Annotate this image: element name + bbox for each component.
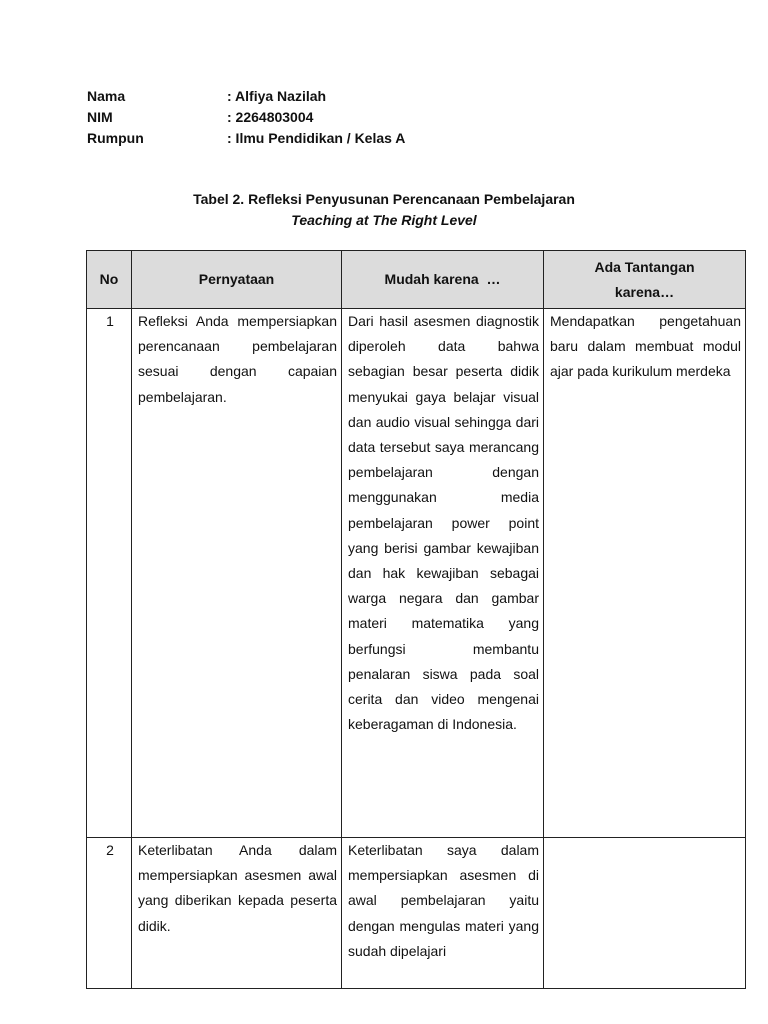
header-pernyataan: Pernyataan <box>132 251 342 309</box>
row-tantangan <box>544 838 746 989</box>
identity-block <box>87 88 405 151</box>
table-title: Tabel 2. Refleksi Penyusunan Perencanaan Pembelajaran <box>193 191 575 207</box>
nama-value: : Alfiya Nazilah <box>227 88 327 104</box>
table-header-row <box>87 251 746 309</box>
table-row <box>87 309 746 838</box>
header-tantangan <box>544 251 746 309</box>
reflection-table <box>86 250 746 989</box>
rumpun-label: Rumpun <box>87 130 144 146</box>
row-mudah <box>342 838 544 989</box>
row-tantangan <box>544 309 746 838</box>
header-no: No <box>87 251 132 309</box>
row-pernyataan-text: Keterlibatan Anda dalam mempersiapkan asesmen awal yang diberikan kepada peserta didik. <box>138 842 337 934</box>
identity-row-nama <box>87 88 405 109</box>
row-mudah-text: Keterlibatan saya dalam mempersiapkan asesmen di awal pembelajaran yaitu dengan mengulas materi yang sudah dipelajari <box>348 842 539 959</box>
header-mudah: Mudah karena … <box>342 251 544 309</box>
row-mudah <box>342 309 544 838</box>
nama-label: Nama <box>87 88 126 104</box>
row-pernyataan <box>132 838 342 989</box>
identity-row-rumpun <box>87 130 405 151</box>
row-tantangan-text: Mendapatkan pengetahuan baru dalam membuat modul ajar pada kurikulum merdeka <box>550 313 741 380</box>
row-mudah-text: Dari hasil asesmen diagnostik diperoleh data bahwa sebagian besar peserta didik menyukai gaya belajar visual dan audio visual sehingga dari data tersebut saya merancang pembelajaran dengan menggunakan media pembelajaran power point yang berisi gambar kewajiban dan hak kewajiban sebagai warga negara dan gambar materi matematika yang berfungsi membantu penalaran siswa pada soal cerita dan video mengenai keberagaman di Indonesia. <box>348 313 539 733</box>
row-no <box>87 309 132 838</box>
row-no-text: 1 <box>106 313 114 329</box>
rumpun-value: : Ilmu Pendidikan / Kelas A <box>227 130 406 146</box>
nim-label: NIM <box>87 109 113 125</box>
row-no-text: 2 <box>106 842 114 858</box>
row-pernyataan <box>132 309 342 838</box>
header-tantangan-text: Ada Tantangan karena… <box>594 258 695 300</box>
table-subtitle: Teaching at The Right Level <box>291 212 477 228</box>
identity-row-nim <box>87 109 405 130</box>
nim-value: : 2264803004 <box>227 109 314 125</box>
row-no <box>87 838 132 989</box>
table-row <box>87 838 746 989</box>
row-pernyataan-text: Refleksi Anda mempersiapkan perencanaan pembelajaran sesuai dengan capaian pembelajaran. <box>138 313 337 405</box>
